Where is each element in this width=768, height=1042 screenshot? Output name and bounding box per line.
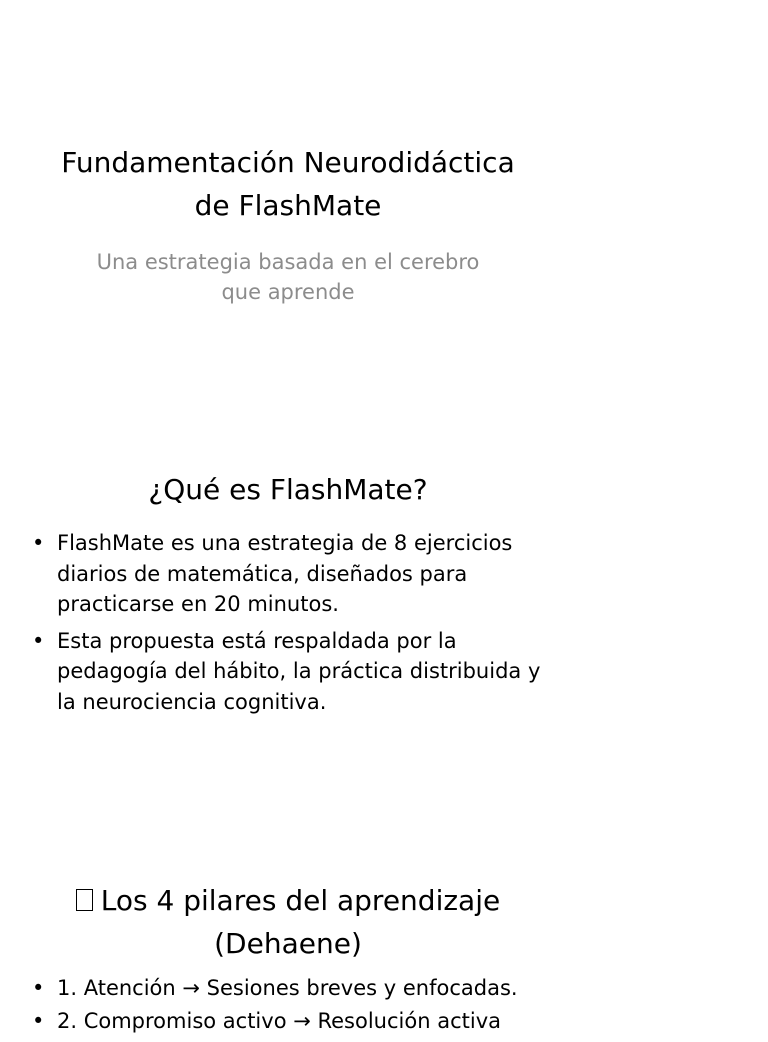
bullet-text-line: FlashMate es una estrategia de 8 ejercicios bbox=[57, 531, 513, 555]
slide-2-bullet-list bbox=[0, 528, 576, 717]
list-item bbox=[0, 626, 576, 718]
slide-1-title-line-1: Fundamentación Neurodidáctica bbox=[61, 146, 515, 179]
slide-1-title-line-2: de FlashMate bbox=[194, 189, 382, 222]
bullet-text-line: practicarse en 20 minutos. bbox=[57, 592, 339, 616]
slide-1-title bbox=[0, 141, 576, 227]
bullet-dot: • bbox=[32, 976, 45, 1000]
slide-1-subtitle bbox=[0, 247, 576, 307]
bullet-dot: • bbox=[32, 531, 45, 555]
slide-1-subtitle-line-1: Una estrategia basada en el cerebro bbox=[96, 250, 480, 274]
bullet-text-line: la neurociencia cognitiva. bbox=[57, 689, 327, 714]
missing-glyph-icon bbox=[76, 889, 93, 911]
bullet-text-line: Esta propuesta está respaldada por la bbox=[57, 628, 457, 653]
bullet-text-line: diarios de matemática, diseñados para bbox=[57, 561, 468, 586]
slide-3-title-line-1: Los 4 pilares del aprendizaje bbox=[100, 884, 501, 917]
list-item bbox=[0, 528, 576, 620]
slide-1 bbox=[0, 141, 576, 307]
bullet-text-line: pedagogía del hábito, la práctica distribuida y bbox=[57, 659, 541, 683]
bullet-dot: • bbox=[32, 628, 45, 653]
bullet-dot: • bbox=[32, 1008, 45, 1033]
slide-1-subtitle-line-2: que aprende bbox=[221, 280, 355, 304]
list-item bbox=[0, 973, 576, 1004]
bullet-text: 1. Atención → Sesiones breves y enfocadas. bbox=[57, 976, 518, 1000]
bullet-text: 2. Compromiso activo → Resolución activa bbox=[57, 1008, 501, 1033]
slide-3-title-line-2: (Dehaene) bbox=[214, 927, 362, 960]
slide-3-bullet-list bbox=[0, 973, 576, 1036]
slide-2 bbox=[0, 468, 576, 723]
slide-3 bbox=[0, 879, 576, 1042]
list-item bbox=[0, 1006, 576, 1037]
slide-3-title bbox=[0, 879, 576, 965]
slide-2-title: ¿Qué es FlashMate? bbox=[148, 473, 428, 506]
